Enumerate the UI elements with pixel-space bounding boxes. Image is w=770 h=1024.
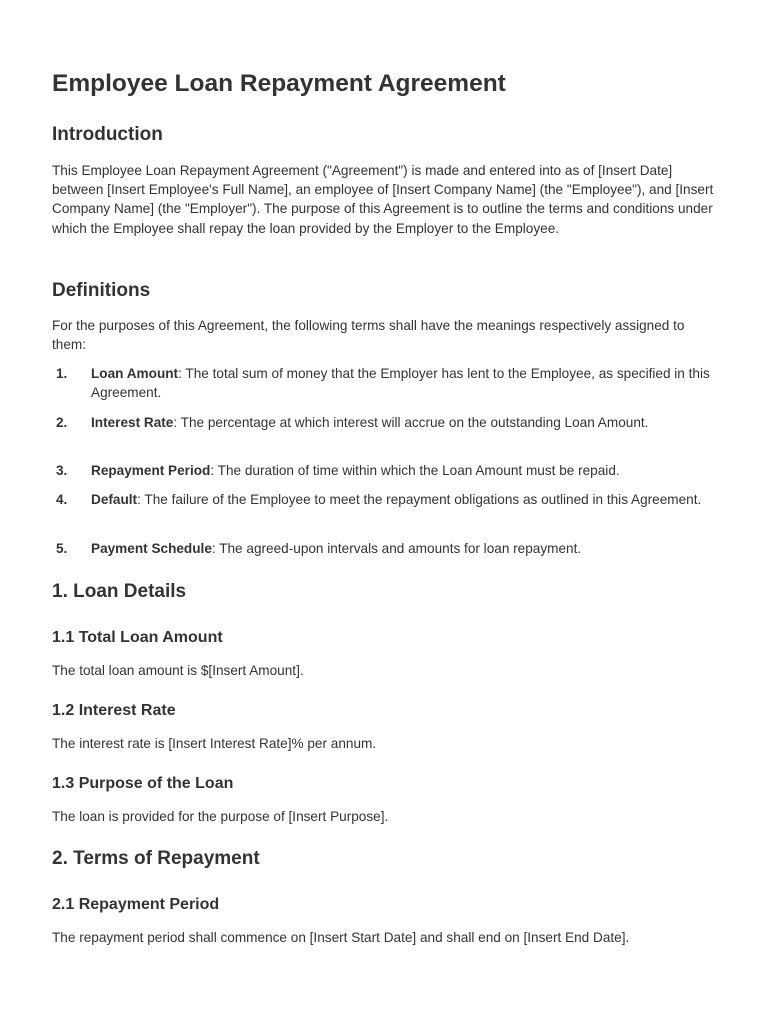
interest-rate-text: The interest rate is [Insert Interest Rate]% per annum. [52, 736, 377, 751]
definition-description: : The agreed-upon intervals and amounts for loan repayment. [211, 541, 582, 556]
document-title: Employee Loan Repayment Agreement [52, 70, 506, 97]
total-loan-amount-text: The total loan amount is $[Insert Amount]. [52, 663, 304, 678]
definition-item-loan-amount [52, 364, 722, 402]
definition-description: : The percentage at which interest will accrue on the outstanding Loan Amount. [173, 415, 649, 430]
definition-description: : The total sum of money that the Employer has lent to the Employee, as specified in this Agreement. [91, 366, 710, 401]
interest-rate-heading: 1.2 Interest Rate [52, 702, 176, 719]
loan-purpose-text: The loan is provided for the purpose of [Insert Purpose]. [52, 809, 389, 824]
repayment-period-heading: 2.1 Repayment Period [52, 896, 220, 913]
definition-term: Interest Rate [91, 415, 174, 430]
definition-description: : The failure of the Employee to meet the repayment obligations as outlined in this Agreement. [137, 492, 702, 507]
introduction-paragraph: This Employee Loan Repayment Agreement ("Agreement") is made and entered into as of [Insert Date] between [Insert Employee's Full Name], an employee of [Insert Company Name] (the "Employee"), and [Insert Company Name] (the "Employer"). The purpose of this Agreement is to outline the terms and conditions under which the Employee shall repay the loan provided by the Employer to the Employee. [52, 163, 714, 236]
definitions-heading: Definitions [52, 280, 151, 301]
definition-item-payment-schedule [52, 539, 722, 558]
list-number: 3. [56, 463, 68, 478]
list-number: 2. [56, 415, 68, 430]
list-number: 1. [56, 366, 68, 381]
definition-term: Payment Schedule [91, 541, 212, 556]
definitions-intro: For the purposes of this Agreement, the following terms shall have the meanings respectively assigned to them: [52, 318, 685, 353]
definition-description: : The duration of time within which the Loan Amount must be repaid. [210, 463, 620, 478]
definition-item-interest-rate [52, 413, 722, 432]
total-loan-amount-heading: 1.1 Total Loan Amount [52, 629, 223, 646]
list-number: 5. [56, 541, 68, 556]
list-number: 4. [56, 492, 68, 507]
definition-item-default [52, 490, 722, 509]
terms-of-repayment-heading: 2. Terms of Repayment [52, 848, 260, 869]
loan-details-heading: 1. Loan Details [52, 581, 187, 602]
definition-term: Default [91, 492, 138, 507]
definition-term: Loan Amount [91, 366, 179, 381]
definition-item-repayment-period [52, 461, 722, 480]
repayment-period-text: The repayment period shall commence on [Insert Start Date] and shall end on [Insert End Date]. [52, 930, 630, 945]
loan-purpose-heading: 1.3 Purpose of the Loan [52, 775, 234, 792]
definition-term: Repayment Period [91, 463, 211, 478]
introduction-heading: Introduction [52, 124, 163, 145]
